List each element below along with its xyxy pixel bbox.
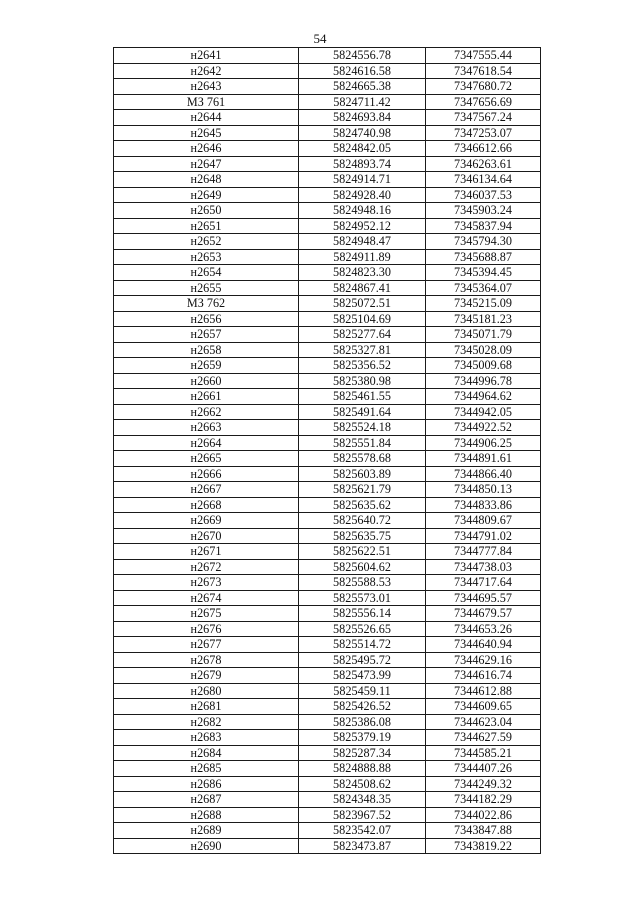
y-coordinate-cell: 7344996.78 — [426, 373, 541, 389]
table-row — [114, 249, 541, 265]
table-row — [114, 265, 541, 281]
point-name-cell: н2690 — [114, 838, 299, 854]
point-name-cell: МЗ 762 — [114, 296, 299, 312]
y-coordinate-cell: 7343847.88 — [426, 823, 541, 839]
point-name-cell: н2654 — [114, 265, 299, 281]
table-row — [114, 621, 541, 637]
table-row — [114, 435, 541, 451]
y-coordinate-cell: 7344850.13 — [426, 482, 541, 498]
table-row — [114, 94, 541, 110]
point-name-cell: н2665 — [114, 451, 299, 467]
x-coordinate-cell: 5825386.08 — [299, 714, 426, 730]
y-coordinate-cell: 7344833.86 — [426, 497, 541, 513]
table-row — [114, 544, 541, 560]
x-coordinate-cell: 5825556.14 — [299, 606, 426, 622]
y-coordinate-cell: 7344249.32 — [426, 776, 541, 792]
y-coordinate-cell: 7347656.69 — [426, 94, 541, 110]
coordinates-table-body — [114, 48, 541, 854]
y-coordinate-cell: 7344738.03 — [426, 559, 541, 575]
point-name-cell: н2669 — [114, 513, 299, 529]
table-row — [114, 373, 541, 389]
x-coordinate-cell: 5825640.72 — [299, 513, 426, 529]
y-coordinate-cell: 7344891.61 — [426, 451, 541, 467]
x-coordinate-cell: 5824888.88 — [299, 761, 426, 777]
x-coordinate-cell: 5825426.52 — [299, 699, 426, 715]
point-name-cell: н2673 — [114, 575, 299, 591]
point-name-cell: н2681 — [114, 699, 299, 715]
table-row — [114, 280, 541, 296]
table-row — [114, 234, 541, 250]
x-coordinate-cell: 5825578.68 — [299, 451, 426, 467]
table-row — [114, 218, 541, 234]
y-coordinate-cell: 7344777.84 — [426, 544, 541, 560]
y-coordinate-cell: 7344653.26 — [426, 621, 541, 637]
y-coordinate-cell: 7344964.62 — [426, 389, 541, 405]
point-name-cell: н2650 — [114, 203, 299, 219]
table-row — [114, 730, 541, 746]
point-name-cell: н2672 — [114, 559, 299, 575]
point-name-cell: МЗ 761 — [114, 94, 299, 110]
y-coordinate-cell: 7344609.65 — [426, 699, 541, 715]
x-coordinate-cell: 5825524.18 — [299, 420, 426, 436]
table-row — [114, 125, 541, 141]
y-coordinate-cell: 7344717.64 — [426, 575, 541, 591]
table-row — [114, 79, 541, 95]
point-name-cell: н2668 — [114, 497, 299, 513]
y-coordinate-cell: 7344585.21 — [426, 745, 541, 761]
x-coordinate-cell: 5824665.38 — [299, 79, 426, 95]
y-coordinate-cell: 7347555.44 — [426, 48, 541, 64]
y-coordinate-cell: 7344791.02 — [426, 528, 541, 544]
point-name-cell: н2651 — [114, 218, 299, 234]
point-name-cell: н2641 — [114, 48, 299, 64]
x-coordinate-cell: 5824948.16 — [299, 203, 426, 219]
table-row — [114, 172, 541, 188]
x-coordinate-cell: 5824508.62 — [299, 776, 426, 792]
x-coordinate-cell: 5825622.51 — [299, 544, 426, 560]
y-coordinate-cell: 7344679.57 — [426, 606, 541, 622]
x-coordinate-cell: 5825104.69 — [299, 311, 426, 327]
y-coordinate-cell: 7345688.87 — [426, 249, 541, 265]
point-name-cell: н2646 — [114, 141, 299, 157]
x-coordinate-cell: 5825461.55 — [299, 389, 426, 405]
table-row — [114, 513, 541, 529]
point-name-cell: н2676 — [114, 621, 299, 637]
y-coordinate-cell: 7344942.05 — [426, 404, 541, 420]
y-coordinate-cell: 7344695.57 — [426, 590, 541, 606]
point-name-cell: н2643 — [114, 79, 299, 95]
x-coordinate-cell: 5825327.81 — [299, 342, 426, 358]
table-row — [114, 358, 541, 374]
y-coordinate-cell: 7345215.09 — [426, 296, 541, 312]
table-row — [114, 389, 541, 405]
table-row — [114, 606, 541, 622]
y-coordinate-cell: 7344629.16 — [426, 652, 541, 668]
y-coordinate-cell: 7345394.45 — [426, 265, 541, 281]
x-coordinate-cell: 5825604.62 — [299, 559, 426, 575]
point-name-cell: н2657 — [114, 327, 299, 343]
coordinates-table — [113, 47, 541, 854]
x-coordinate-cell: 5824740.98 — [299, 125, 426, 141]
y-coordinate-cell: 7343819.22 — [426, 838, 541, 854]
y-coordinate-cell: 7345181.23 — [426, 311, 541, 327]
point-name-cell: н2674 — [114, 590, 299, 606]
y-coordinate-cell: 7344407.26 — [426, 761, 541, 777]
x-coordinate-cell: 5824616.58 — [299, 63, 426, 79]
point-name-cell: н2663 — [114, 420, 299, 436]
point-name-cell: н2679 — [114, 668, 299, 684]
y-coordinate-cell: 7345903.24 — [426, 203, 541, 219]
point-name-cell: н2659 — [114, 358, 299, 374]
table-row — [114, 683, 541, 699]
x-coordinate-cell: 5825573.01 — [299, 590, 426, 606]
table-row — [114, 311, 541, 327]
x-coordinate-cell: 5823967.52 — [299, 807, 426, 823]
x-coordinate-cell: 5825459.11 — [299, 683, 426, 699]
x-coordinate-cell: 5825526.65 — [299, 621, 426, 637]
table-row — [114, 823, 541, 839]
x-coordinate-cell: 5824823.30 — [299, 265, 426, 281]
table-row — [114, 141, 541, 157]
x-coordinate-cell: 5825514.72 — [299, 637, 426, 653]
point-name-cell: н2649 — [114, 187, 299, 203]
point-name-cell: н2655 — [114, 280, 299, 296]
point-name-cell: н2652 — [114, 234, 299, 250]
table-row — [114, 776, 541, 792]
point-name-cell: н2662 — [114, 404, 299, 420]
table-row — [114, 451, 541, 467]
table-row — [114, 420, 541, 436]
y-coordinate-cell: 7345071.79 — [426, 327, 541, 343]
page-number: 54 — [313, 31, 327, 46]
point-name-cell: н2680 — [114, 683, 299, 699]
point-name-cell: н2685 — [114, 761, 299, 777]
point-name-cell: н2678 — [114, 652, 299, 668]
x-coordinate-cell: 5824911.89 — [299, 249, 426, 265]
point-name-cell: н2658 — [114, 342, 299, 358]
y-coordinate-cell: 7344616.74 — [426, 668, 541, 684]
x-coordinate-cell: 5825588.53 — [299, 575, 426, 591]
table-row — [114, 110, 541, 126]
point-name-cell: н2644 — [114, 110, 299, 126]
x-coordinate-cell: 5823473.87 — [299, 838, 426, 854]
table-row — [114, 342, 541, 358]
point-name-cell: н2664 — [114, 435, 299, 451]
x-coordinate-cell: 5825277.64 — [299, 327, 426, 343]
point-name-cell: н2661 — [114, 389, 299, 405]
x-coordinate-cell: 5825635.62 — [299, 497, 426, 513]
y-coordinate-cell: 7344182.29 — [426, 792, 541, 808]
x-coordinate-cell: 5825495.72 — [299, 652, 426, 668]
x-coordinate-cell: 5824693.84 — [299, 110, 426, 126]
y-coordinate-cell: 7344640.94 — [426, 637, 541, 653]
x-coordinate-cell: 5825380.98 — [299, 373, 426, 389]
point-name-cell: н2683 — [114, 730, 299, 746]
x-coordinate-cell: 5825287.34 — [299, 745, 426, 761]
y-coordinate-cell: 7345794.30 — [426, 234, 541, 250]
table-row — [114, 327, 541, 343]
y-coordinate-cell: 7346134.64 — [426, 172, 541, 188]
x-coordinate-cell: 5825491.64 — [299, 404, 426, 420]
y-coordinate-cell: 7344906.25 — [426, 435, 541, 451]
point-name-cell: н2645 — [114, 125, 299, 141]
table-row — [114, 745, 541, 761]
table-row — [114, 699, 541, 715]
point-name-cell: н2675 — [114, 606, 299, 622]
x-coordinate-cell: 5825072.51 — [299, 296, 426, 312]
x-coordinate-cell: 5824952.12 — [299, 218, 426, 234]
y-coordinate-cell: 7347253.07 — [426, 125, 541, 141]
y-coordinate-cell: 7344809.67 — [426, 513, 541, 529]
point-name-cell: н2688 — [114, 807, 299, 823]
table-row — [114, 761, 541, 777]
point-name-cell: н2666 — [114, 466, 299, 482]
point-name-cell: н2660 — [114, 373, 299, 389]
table-row — [114, 497, 541, 513]
point-name-cell: н2656 — [114, 311, 299, 327]
x-coordinate-cell: 5824711.42 — [299, 94, 426, 110]
table-row — [114, 528, 541, 544]
point-name-cell: н2647 — [114, 156, 299, 172]
x-coordinate-cell: 5825551.84 — [299, 435, 426, 451]
point-name-cell: н2670 — [114, 528, 299, 544]
table-row — [114, 187, 541, 203]
y-coordinate-cell: 7344866.40 — [426, 466, 541, 482]
table-row — [114, 838, 541, 854]
table-row — [114, 482, 541, 498]
x-coordinate-cell: 5824948.47 — [299, 234, 426, 250]
point-name-cell: н2671 — [114, 544, 299, 560]
table-row — [114, 559, 541, 575]
table-row — [114, 203, 541, 219]
y-coordinate-cell: 7344623.04 — [426, 714, 541, 730]
table-row — [114, 714, 541, 730]
y-coordinate-cell: 7344022.86 — [426, 807, 541, 823]
x-coordinate-cell: 5825635.75 — [299, 528, 426, 544]
x-coordinate-cell: 5824914.71 — [299, 172, 426, 188]
y-coordinate-cell: 7344612.88 — [426, 683, 541, 699]
point-name-cell: н2689 — [114, 823, 299, 839]
y-coordinate-cell: 7346612.66 — [426, 141, 541, 157]
x-coordinate-cell: 5824893.74 — [299, 156, 426, 172]
y-coordinate-cell: 7346263.61 — [426, 156, 541, 172]
y-coordinate-cell: 7345837.94 — [426, 218, 541, 234]
x-coordinate-cell: 5824842.05 — [299, 141, 426, 157]
table-row — [114, 792, 541, 808]
x-coordinate-cell: 5825621.79 — [299, 482, 426, 498]
point-name-cell: н2642 — [114, 63, 299, 79]
x-coordinate-cell: 5824867.41 — [299, 280, 426, 296]
table-row — [114, 590, 541, 606]
table-row — [114, 63, 541, 79]
y-coordinate-cell: 7345028.09 — [426, 342, 541, 358]
y-coordinate-cell: 7347567.24 — [426, 110, 541, 126]
table-row — [114, 48, 541, 64]
x-coordinate-cell: 5824928.40 — [299, 187, 426, 203]
point-name-cell: н2686 — [114, 776, 299, 792]
x-coordinate-cell: 5824556.78 — [299, 48, 426, 64]
table-row — [114, 404, 541, 420]
table-row — [114, 466, 541, 482]
y-coordinate-cell: 7344922.52 — [426, 420, 541, 436]
point-name-cell: н2682 — [114, 714, 299, 730]
x-coordinate-cell: 5824348.35 — [299, 792, 426, 808]
point-name-cell: н2684 — [114, 745, 299, 761]
x-coordinate-cell: 5823542.07 — [299, 823, 426, 839]
point-name-cell: н2687 — [114, 792, 299, 808]
x-coordinate-cell: 5825356.52 — [299, 358, 426, 374]
y-coordinate-cell: 7347618.54 — [426, 63, 541, 79]
x-coordinate-cell: 5825379.19 — [299, 730, 426, 746]
y-coordinate-cell: 7347680.72 — [426, 79, 541, 95]
x-coordinate-cell: 5825603.89 — [299, 466, 426, 482]
table-row — [114, 296, 541, 312]
point-name-cell: н2653 — [114, 249, 299, 265]
table-row — [114, 637, 541, 653]
table-row — [114, 652, 541, 668]
point-name-cell: н2677 — [114, 637, 299, 653]
table-row — [114, 575, 541, 591]
y-coordinate-cell: 7345009.68 — [426, 358, 541, 374]
table-row — [114, 807, 541, 823]
table-row — [114, 156, 541, 172]
point-name-cell: н2667 — [114, 482, 299, 498]
point-name-cell: н2648 — [114, 172, 299, 188]
x-coordinate-cell: 5825473.99 — [299, 668, 426, 684]
y-coordinate-cell: 7344627.59 — [426, 730, 541, 746]
y-coordinate-cell: 7345364.07 — [426, 280, 541, 296]
y-coordinate-cell: 7346037.53 — [426, 187, 541, 203]
table-row — [114, 668, 541, 684]
